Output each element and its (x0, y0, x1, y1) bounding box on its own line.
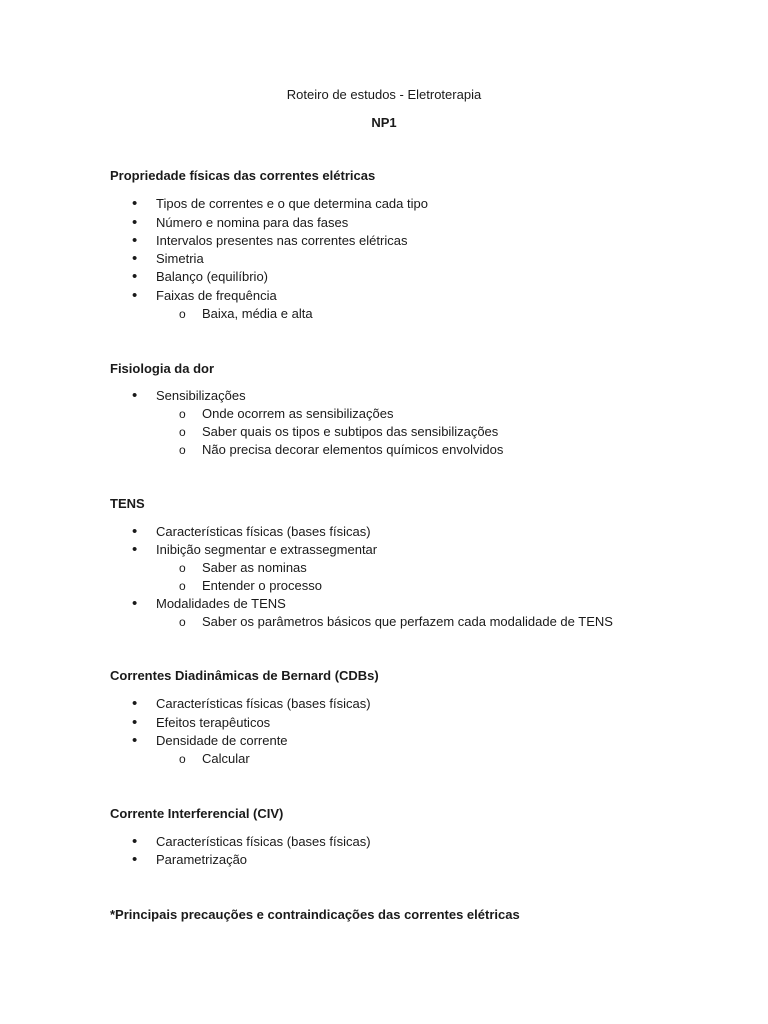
list-item: Características físicas (bases físicas) (156, 834, 371, 849)
bullet-marker: • (132, 232, 138, 249)
list-item: Modalidades de TENS (156, 596, 286, 611)
sub-list-item: Não precisa decorar elementos químicos envolvidos (202, 442, 504, 457)
sub-bullet-marker: o (179, 443, 186, 457)
bullet-marker: • (132, 268, 138, 285)
section-heading-propriedades: Propriedade físicas das correntes elétricas (110, 168, 376, 183)
bullet-marker: • (132, 287, 138, 304)
list-item: Características físicas (bases físicas) (156, 696, 371, 711)
bullet-marker: • (132, 695, 138, 712)
document-subtitle: NP1 (371, 115, 397, 130)
bullet-marker: • (132, 714, 138, 731)
bullet-marker: • (132, 732, 138, 749)
sub-list-item: Baixa, média e alta (202, 306, 313, 321)
bullet-marker: • (132, 214, 138, 231)
sub-list-item: Saber as nominas (202, 560, 307, 575)
section-heading-civ: Corrente Interferencial (CIV) (110, 806, 284, 821)
bullet-marker: • (132, 387, 138, 404)
section-heading-fisiologia: Fisiologia da dor (110, 361, 215, 376)
document-title: Roteiro de estudos - Eletroterapia (286, 87, 482, 102)
sub-list-item: Calcular (202, 751, 250, 766)
bullet-marker: • (132, 851, 138, 868)
footer-note: *Principais precauções e contraindicações das correntes elétricas (110, 907, 520, 922)
list-item: Número e nomina para das fases (156, 215, 349, 230)
sub-bullet-marker: o (179, 615, 186, 629)
bullet-marker: • (132, 833, 138, 850)
list-item: Balanço (equilíbrio) (156, 269, 269, 284)
list-item: Parametrização (156, 852, 248, 867)
sub-bullet-marker: o (179, 752, 186, 766)
list-item: Densidade de corrente (156, 733, 288, 748)
bullet-marker: • (132, 250, 138, 267)
sub-list-item: Entender o processo (202, 578, 322, 593)
list-item: Faixas de frequência (156, 288, 277, 303)
sub-list-item: Saber quais os tipos e subtipos das sensibilizações (202, 424, 499, 439)
sub-bullet-marker: o (179, 579, 186, 593)
sub-bullet-marker: o (179, 425, 186, 439)
sub-bullet-marker: o (179, 307, 186, 321)
list-item: Inibição segmentar e extrassegmentar (156, 542, 378, 557)
sub-list-item: Saber os parâmetros básicos que perfazem cada modalidade de TENS (202, 614, 613, 629)
section-heading-tens: TENS (110, 496, 145, 511)
bullet-marker: • (132, 523, 138, 540)
bullet-marker: • (132, 541, 138, 558)
section-heading-cdbs: Correntes Diadinâmicas de Bernard (CDBs) (110, 668, 379, 683)
bullet-marker: • (132, 595, 138, 612)
list-item: Simetria (156, 251, 204, 266)
list-item: Sensibilizações (156, 388, 246, 403)
sub-bullet-marker: o (179, 407, 186, 421)
list-item: Características físicas (bases físicas) (156, 524, 371, 539)
list-item: Efeitos terapêuticos (156, 715, 271, 730)
bullet-marker: • (132, 195, 138, 212)
list-item: Tipos de correntes e o que determina cada tipo (156, 196, 428, 211)
sub-bullet-marker: o (179, 561, 186, 575)
list-item: Intervalos presentes nas correntes elétricas (156, 233, 408, 248)
sub-list-item: Onde ocorrem as sensibilizações (202, 406, 394, 421)
